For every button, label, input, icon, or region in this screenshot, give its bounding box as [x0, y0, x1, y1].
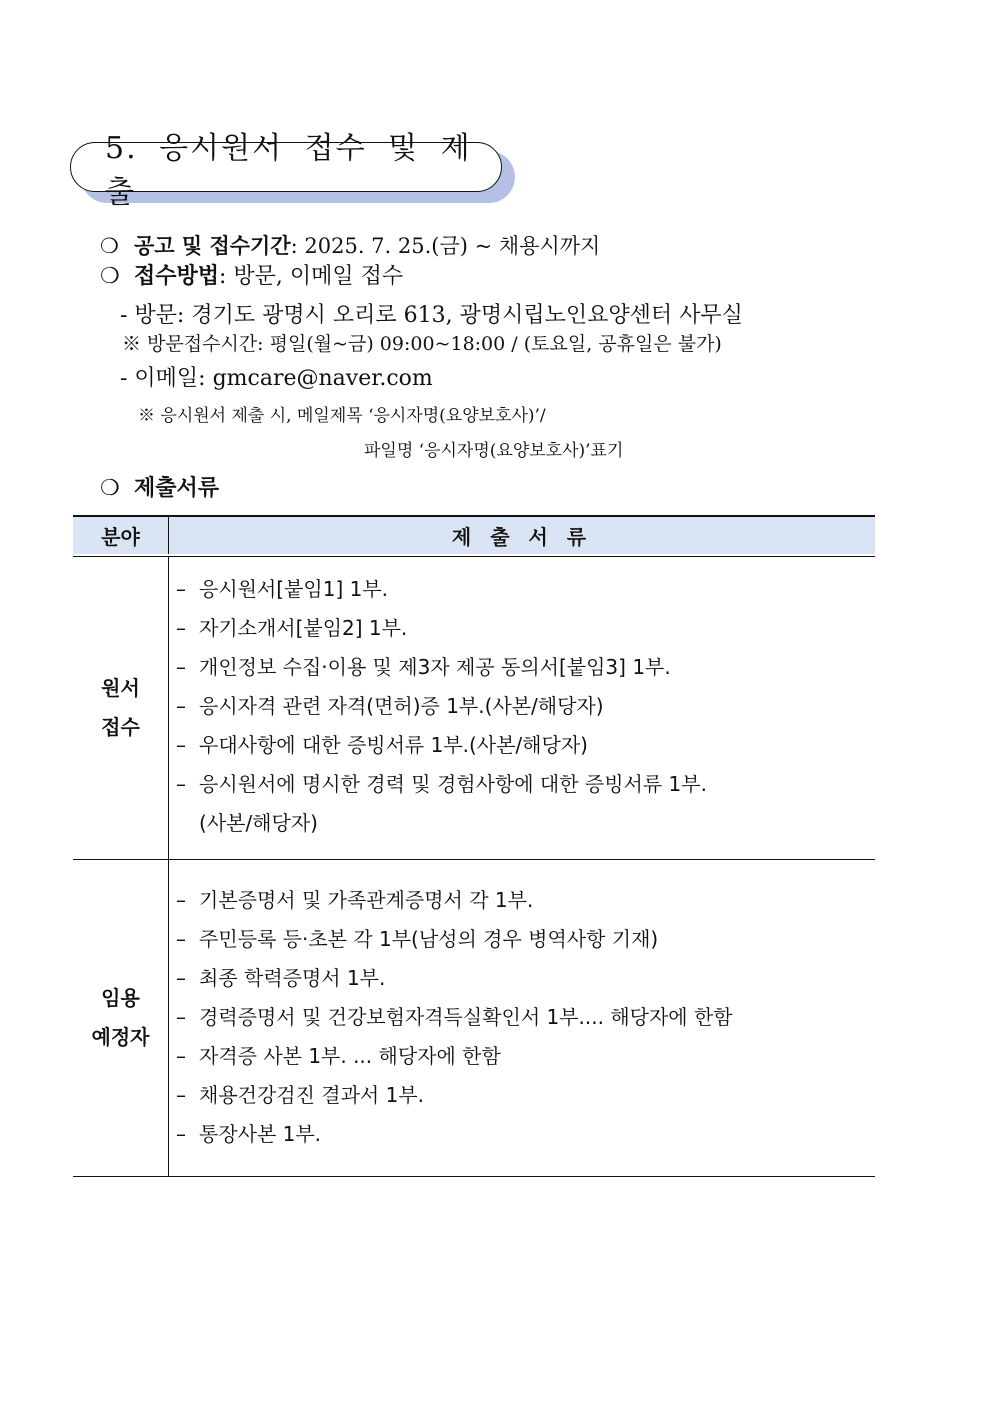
document-list	[176, 557, 875, 843]
email-note-2: 파일명 ‘응시자명(요양보호사)’표기	[364, 441, 624, 461]
list-item: – 최종 학력증명서 1부.	[176, 966, 386, 990]
visit-note: ※ 방문접수시간: 평일(월~금) 09:00~18:00 / (토요일, 공휴일은 불가)	[122, 333, 722, 355]
category-line: 원서	[101, 676, 140, 700]
category-line: 접수	[101, 715, 140, 739]
list-item-continuation: (사본/해당자)	[199, 811, 318, 835]
method-line	[100, 259, 403, 290]
list-item: – 주민등록 등·초본 각 1부(남성의 경우 병역사항 기재)	[176, 927, 659, 951]
visit-line: - 방문: 경기도 광명시 오리로 613, 광명시립노인요양센터 사무실	[120, 303, 743, 328]
documents-table	[73, 515, 875, 1177]
docs-line	[100, 471, 219, 502]
header-documents: 제 출 서 류	[451, 525, 593, 549]
category-line: 임용	[101, 986, 140, 1010]
circle-bullet-icon: ❍	[100, 264, 120, 289]
category-cell	[73, 557, 168, 859]
period-label: 공고 및 접수기간	[134, 233, 291, 258]
section-title: 5. 응시원서 접수 및 제출	[105, 131, 472, 210]
period-value: : 2025. 7. 25.(금) ~ 채용시까지	[290, 234, 601, 258]
list-item: – 자기소개서[붙임2] 1부.	[176, 616, 408, 640]
category-cell	[73, 860, 168, 1176]
list-item: – 개인정보 수집·이용 및 제3자 제공 동의서[붙임3] 1부.	[176, 655, 671, 679]
method-label: 접수방법	[134, 263, 220, 289]
cell-divider	[168, 557, 169, 859]
category-line: 예정자	[91, 1025, 150, 1049]
list-item: – 응시원서에 명시한 경력 및 경험사항에 대한 증빙서류 1부.	[176, 772, 707, 796]
title-frame	[70, 131, 502, 210]
email-line: - 이메일: gmcare@naver.com	[120, 366, 433, 391]
list-item: – 기본증명서 및 가족관계증명서 각 1부.	[176, 888, 534, 912]
list-item: – 경력증명서 및 건강보험자격득실확인서 1부.... 해당자에 한함	[176, 1005, 733, 1029]
list-item: – 응시원서[붙임1] 1부.	[176, 577, 389, 601]
table-row-appointee	[73, 860, 875, 1177]
period-line	[100, 230, 600, 260]
list-item: – 응시자격 관련 자격(면허)증 1부.(사본/해당자)	[176, 694, 604, 718]
list-item: – 채용건강검진 결과서 1부.	[176, 1083, 424, 1107]
document-list	[176, 860, 875, 1154]
method-value: : 방문, 이메일 접수	[219, 264, 404, 289]
table-header	[73, 515, 875, 554]
list-item: – 자격증 사본 1부. ... 해당자에 한함	[176, 1044, 501, 1068]
circle-bullet-icon: ❍	[100, 476, 120, 501]
section-title-box	[70, 131, 516, 210]
email-note-1: ※ 응시원서 제출 시, 메일제목 ‘응시자명(요양보호사)’/	[138, 406, 546, 426]
list-item: – 우대사항에 대한 증빙서류 1부.(사본/해당자)	[176, 733, 588, 757]
docs-label: 제출서류	[134, 475, 220, 501]
circle-bullet-icon: ❍	[100, 234, 119, 258]
table-row-application	[73, 557, 875, 860]
header-category: 분야	[101, 525, 140, 549]
cell-divider	[168, 860, 169, 1176]
list-item: – 통장사본 1부.	[176, 1122, 322, 1146]
